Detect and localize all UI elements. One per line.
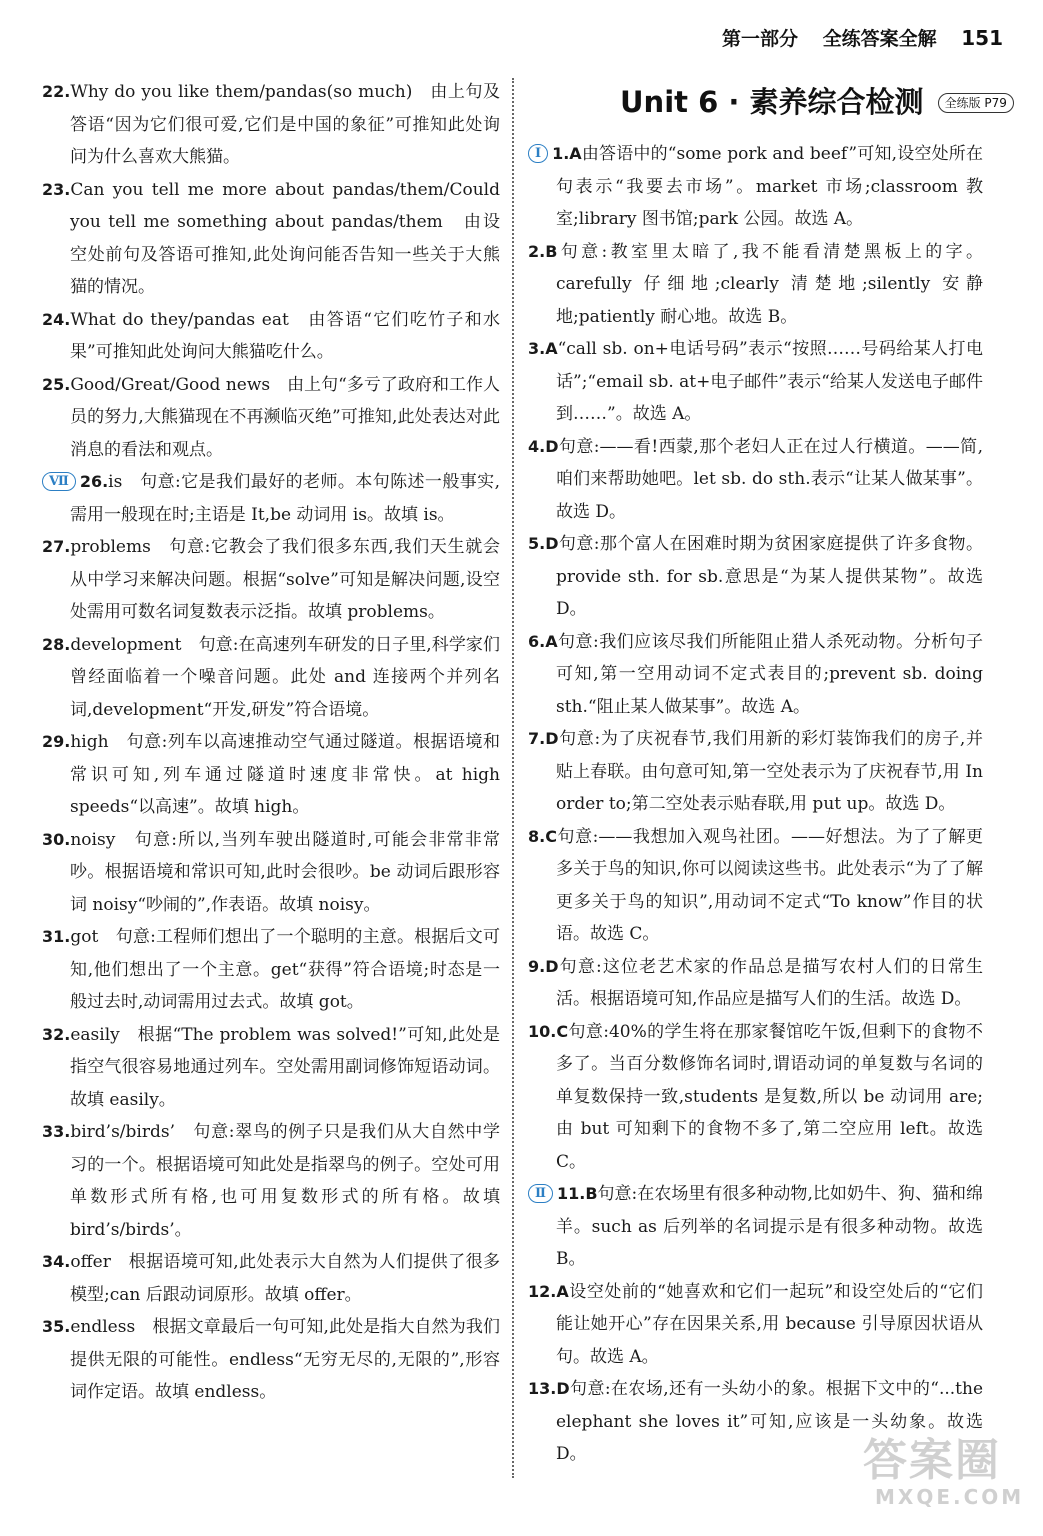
answer-item [528, 1276, 983, 1374]
unit-title-text: Unit 6 · 素养综合检测 [620, 85, 924, 119]
answer-item [528, 951, 983, 1016]
unit-tag: 全练版 P79 [938, 93, 1014, 113]
answer-text: 句意:在农场,还有一头幼小的象。根据下文中的“...the elephant she loves it”可知,应该是一头幼象。故选 D。 [556, 1379, 983, 1464]
answer-item [528, 723, 983, 821]
answer-number: 30. [42, 829, 71, 849]
answer-number: 33. [42, 1122, 71, 1141]
answer-number: 13.D [528, 1379, 570, 1398]
answer-item [42, 726, 500, 824]
page-number: 151 [961, 26, 1003, 50]
section-badge: Ⅱ [528, 1184, 553, 1203]
answer-item [42, 304, 500, 369]
column-divider [512, 78, 514, 1478]
answer-number: 2.B [528, 241, 558, 261]
answer-item [42, 174, 500, 304]
answer-text: 句意:——看!西蒙,那个老妇人正在过人行横道。——简,咱们来帮助她吧。let sb. do sth.表示“让某人做某事”。故选 D。 [556, 436, 983, 522]
answer-number: 34. [42, 1252, 71, 1271]
answer-item [42, 921, 500, 1019]
answer-number: 27. [42, 537, 71, 556]
answer-number: 5.D [528, 534, 559, 553]
answer-number: 25. [42, 374, 71, 394]
section-badge: Ⅰ [528, 144, 548, 163]
answer-item [528, 1178, 983, 1276]
answer-number: 24. [42, 309, 71, 329]
answer-item [528, 236, 983, 334]
answer-text: 设空处前的“她喜欢和它们一起玩”和设空处后的“它们能让她开心”存在因果关系,用 because 引导原因状语从句。故选 A。 [556, 1281, 983, 1367]
answer-item [42, 629, 500, 727]
answer-number: 12.A [528, 1281, 569, 1301]
answer-item [528, 1016, 983, 1179]
answer-text: problems 句意:它教会了我们很多东西,我们天生就会从中学习来解决问题。根据“solve”可知是解决问题,设空处需用可数名词复数表示泛指。故填 problems。 [70, 537, 500, 622]
answer-text: 由答语中的“some pork and beef”可知,设空处所在句表示“我要去市场”。market 市场;classroom 教室;library 图书馆;park 公园。故选 A。 [556, 144, 983, 229]
answer-text: Why do you like them/pandas(so much) 由上句及答语“因为它们很可爱,它们是中国的象征”可推知此处询问为什么喜欢大熊猫。 [70, 82, 500, 167]
answer-number: 4.D [528, 436, 559, 456]
answer-text: is 句意:它是我们最好的老师。本句陈述一般事实,需用一般现在时;主语是 It,be 动词用 is。故填 is。 [70, 472, 500, 525]
answer-text: “call sb. on+电话号码”表示“按照……号码给某人打电话”;“email sb. at+电子邮件”表示“给某人发送电子邮件到……”。故选 A。 [556, 339, 983, 424]
answer-number: 22. [42, 82, 71, 101]
answer-number: 28. [42, 634, 71, 654]
answer-text: Good/Great/Good news 由上句“多亏了政府和工作人员的努力,大熊猫现在不再濒临灭绝”可推知,此处表达对此消息的看法和观点。 [70, 374, 500, 460]
answer-item [42, 1019, 500, 1117]
answer-text: 句意:这位老艺术家的作品总是描写农村人们的日常生活。根据语境可知,作品应是描写人们的生活。故选 D。 [556, 956, 983, 1009]
unit-title [620, 80, 1014, 124]
answer-item [42, 76, 500, 174]
answer-item [528, 431, 983, 529]
answer-item [528, 333, 983, 431]
answer-item [42, 466, 500, 531]
answer-number: 7.D [528, 729, 559, 748]
answer-text: noisy 句意:所以,当列车驶出隧道时,可能会非常非常吵。根据语境和常识可知,此时会很吵。be 动词后跟形容词 noisy“吵闹的”,作表语。故填 noisy。 [70, 829, 500, 915]
answer-number: 9.D [528, 956, 559, 976]
answer-number: 31. [42, 927, 71, 946]
left-column [42, 76, 500, 1409]
watermark-logo [863, 1435, 1025, 1516]
answer-item [42, 1116, 500, 1246]
answer-text: Can you tell me more about pandas/them/Could you tell me something about pandas/them 由设空处前句及答语可推知,此处询问能否告知一些关于大熊猫的情况。 [70, 179, 500, 297]
right-column [528, 138, 983, 1471]
section-badge: Ⅶ [42, 472, 76, 491]
answer-number: 3.A [528, 339, 558, 358]
answer-text: development 句意:在高速列车研发的日子里,科学家们曾经面临着一个噪音问题。此处 and 连接两个并列名词,development“开发,研发”符合语境。 [70, 634, 500, 720]
answer-number: 35. [42, 1317, 71, 1336]
answer-text: offer 根据语境可知,此处表示大自然为人们提供了很多模型;can 后跟动词原形。故填 offer。 [70, 1252, 500, 1305]
answer-text: easily 根据“The problem was solved!”可知,此处是指空气很容易地通过列车。空处需用副词修饰短语动词。故填 easily。 [70, 1024, 500, 1110]
answer-item [42, 1311, 500, 1409]
header-section: 第一部分 [721, 28, 798, 50]
answer-number: 26. [79, 472, 109, 491]
answer-item [528, 138, 983, 236]
answer-number: 10.C [528, 1021, 569, 1041]
answer-item [528, 528, 983, 626]
answer-number: 23. [42, 179, 71, 199]
page-header [704, 24, 1003, 60]
answer-text: 句意:为了庆祝春节,我们用新的彩灯装饰我们的房子,并贴上春联。由句意可知,第一空处表示为了庆祝春节,用 In order to;第二空处表示贴春联,用 put up。故选 D。 [556, 729, 983, 814]
answer-item [42, 1246, 500, 1311]
answer-text: 句意:我们应该尽我们所能阻止猎人杀死动物。分析句子可知,第一空用动词不定式表目的;prevent sb. doing sth.“阻止某人做某事”。故选 A。 [556, 631, 983, 717]
answer-text: What do they/pandas eat 由答语“它们吃竹子和水果”可推知此处询问大熊猫吃什么。 [70, 309, 500, 362]
answer-item [528, 821, 983, 951]
answer-item [528, 626, 983, 724]
answer-number: 32. [42, 1024, 71, 1044]
answer-text: 句意:教室里太暗了,我不能看清楚黑板上的字。carefully 仔细地;clearly 清楚地;silently 安静地;patiently 耐心地。故选 B。 [556, 241, 983, 327]
answer-text: bird’s/birds’ 句意:翠鸟的例子只是我们从大自然中学习的一个。根据语境可知此处是指翠鸟的例子。空处可用单数形式所有格,也可用复数形式的所有格。故填 bird’s/birds’。 [70, 1122, 500, 1240]
watermark-line1: 答案圈 [863, 1435, 1001, 1486]
watermark-line2: MXQE.COM [875, 1485, 1025, 1509]
answer-item [42, 369, 500, 467]
answer-number: 29. [42, 732, 71, 751]
header-title: 全练答案全解 [822, 28, 937, 50]
answer-text: 句意:在农场里有很多种动物,比如奶牛、狗、猫和绵羊。such as 后列举的名词提示是有很多种动物。故选 B。 [556, 1184, 983, 1269]
answer-number: 6.A [528, 631, 558, 651]
answer-number: 1.A [552, 144, 582, 163]
answer-number: 8.C [528, 826, 557, 846]
answer-text: got 句意:工程师们想出了一个聪明的主意。根据后文可知,他们想出了一个主意。get“获得”符合语境;时态是一般过去时,动词需用过去式。故填 got。 [70, 927, 500, 1012]
answer-text: high 句意:列车以高速推动空气通过隧道。根据语境和常识可知,列车通过隧道时速度非常快。at high speeds“以高速”。故填 high。 [70, 732, 500, 817]
answer-item [42, 824, 500, 922]
answer-text: 句意:那个富人在困难时期为贫困家庭提供了许多食物。provide sth. for sb.意思是“为某人提供某物”。故选 D。 [556, 534, 983, 619]
answer-text: 句意:40%的学生将在那家餐馆吃午饭,但剩下的食物不多了。当百分数修饰名词时,谓语动词的单复数与名词的单复数保持一致,students 是复数,所以 be 动词用 are;由 but 可知剩下的食物不多了,第二空应用 left。故选 C。 [556, 1021, 983, 1172]
answer-text: 句意:——我想加入观鸟社团。——好想法。为了了解更多关于鸟的知识,你可以阅读这些书。此处表示“为了了解更多关于鸟的知识”,用动词不定式“To know”作目的状语。故选 C。 [556, 826, 983, 944]
answer-item [42, 531, 500, 629]
answer-text: endless 根据文章最后一句可知,此处是指大自然为我们提供无限的可能性。endless“无穷无尽的,无限的”,形容词作定语。故填 endless。 [70, 1317, 500, 1402]
answer-number: 11.B [556, 1184, 598, 1203]
